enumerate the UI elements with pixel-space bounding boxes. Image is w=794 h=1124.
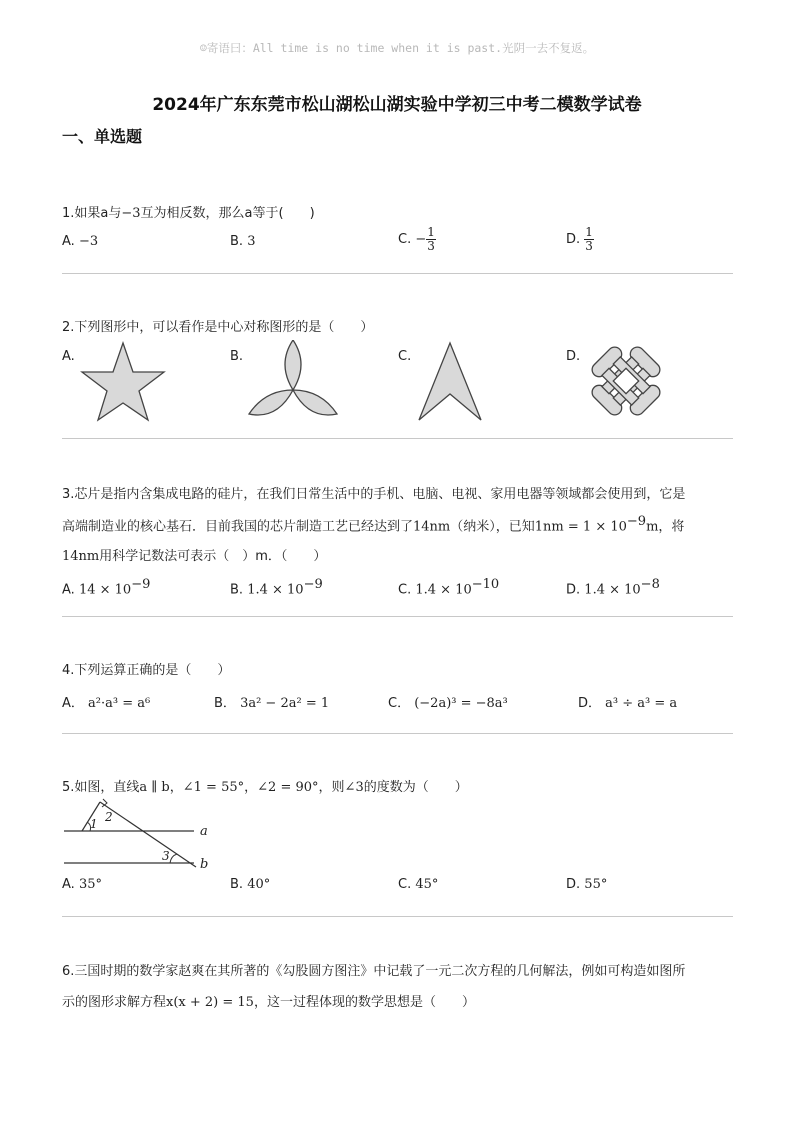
option-exponent: −10 [471, 577, 500, 592]
q2-option-c-label[interactable]: C. [398, 349, 412, 364]
q3-option-a[interactable] [62, 577, 150, 597]
option-label: C. [398, 232, 412, 247]
option-value: 1.4 × 10 [247, 582, 304, 598]
q5-text: ， [244, 780, 258, 795]
q5-text: ，则 [318, 780, 345, 795]
option-label: C. [398, 582, 412, 598]
q4-option-c[interactable] [388, 692, 508, 711]
option-value: 40° [247, 877, 271, 892]
q1-option-b[interactable] [230, 234, 255, 249]
option-value: 1.4 × 10 [415, 582, 472, 598]
separator-line [62, 616, 733, 617]
parallel-lines-figure [62, 798, 222, 872]
question-6-line-1: 6.三国时期的数学家赵爽在其所著的《勾股圆方图注》中记载了一元二次方程的几何解法，例如可构造如图所 [62, 964, 686, 979]
q3-option-b[interactable] [230, 577, 323, 597]
exam-title: 2024年广东东莞市松山湖松山湖实验中学初三中考二模数学试卷 [152, 95, 642, 115]
q3-option-d[interactable] [566, 577, 660, 597]
option-value: 14 × 10 [78, 582, 132, 598]
angle-label-3: 3 [162, 849, 170, 863]
q3-unit: m [646, 519, 659, 535]
q6-math: x(x + 2) = 15 [166, 995, 254, 1010]
question-3-line-3 [62, 545, 326, 564]
option-exponent: −8 [640, 577, 660, 592]
question-4-stem: 4.下列运算正确的是（ ） [62, 663, 231, 678]
option-label: B. [230, 582, 244, 598]
option-label: B． [214, 696, 236, 711]
option-value: −3 [78, 234, 99, 249]
option-exponent: −9 [303, 577, 323, 592]
q3-text: （纳米），已知 [450, 519, 535, 535]
q1-stem-part: 1.如果a与 [62, 206, 122, 221]
option-value: 55° [584, 877, 608, 892]
q1-option-a[interactable] [62, 234, 98, 249]
separator-line [62, 733, 733, 734]
question-6-line-2 [62, 991, 475, 1010]
question-2-stem: 2.下列图形中，可以看作是中心对称图形的是（ ） [62, 320, 374, 335]
option-label: C. [398, 877, 412, 892]
fraction-denominator: 3 [585, 239, 593, 253]
q5-text: ， [169, 780, 183, 795]
q1-stem-part: 互为相反数，那么a等于( ) [140, 206, 315, 221]
q1-option-c[interactable] [398, 226, 436, 253]
option-label: D． [578, 696, 602, 711]
option-label: A. [62, 877, 75, 892]
question-3-line-2 [62, 514, 684, 534]
q3-text: ，将 [658, 519, 685, 535]
option-label: A. [62, 582, 75, 598]
q4-option-d[interactable] [578, 692, 677, 711]
q5-math: ∠2 = 90° [257, 780, 319, 795]
option-sign: − [415, 232, 427, 247]
option-label: D. [566, 582, 581, 598]
line-label-b: b [200, 857, 209, 872]
q1-option-d[interactable] [566, 226, 594, 253]
separator-line [62, 438, 733, 439]
q5-option-c[interactable] [398, 877, 438, 892]
angle-label-1: 1 [90, 817, 98, 831]
q5-math: ∠1 = 55° [182, 780, 245, 795]
q3-exponent: −9 [626, 514, 647, 529]
q2-option-d-label[interactable]: D. [566, 349, 581, 364]
question-3-line-1: 3.芯片是指内含集成电路的硅片，在我们日常生活中的手机、电脑、电视、家用电器等领域都会使用到，它是 [62, 487, 686, 502]
triangle-side [100, 802, 196, 867]
option-value: (−2a)³ = −8a³ [414, 696, 508, 711]
option-value: 3a² − 2a² = 1 [240, 696, 330, 711]
option-label: C． [388, 696, 411, 711]
q3-text: 高端制造业的核心基石．目前我国的芯片制造工艺已经达到了 [62, 519, 414, 535]
separator-line [62, 273, 733, 274]
q4-option-b[interactable] [214, 692, 329, 711]
q5-option-a[interactable] [62, 877, 102, 892]
q2-option-a-label[interactable]: A. [62, 349, 75, 364]
angle-arc-3 [170, 854, 177, 863]
option-value: 45° [415, 877, 439, 892]
option-label: B. [230, 234, 244, 249]
q3-option-c[interactable] [398, 577, 499, 597]
fraction-numerator: 1 [585, 225, 593, 239]
question-1-stem [62, 202, 315, 221]
question-5-stem [62, 776, 468, 795]
q3-math: 14nm [413, 519, 451, 535]
knot-shape-figure[interactable] [583, 338, 669, 424]
option-value: 1.4 × 10 [584, 582, 641, 598]
option-label: A. [62, 234, 75, 249]
option-label: B. [230, 877, 244, 892]
q2-option-b-label[interactable]: B. [230, 349, 244, 364]
q6-text: ，这一过程体现的数学思想是（ ） [253, 995, 475, 1010]
header-motto: ☺寄语曰：All time is no time when it is past.光阴一去不复返。 [199, 41, 595, 55]
q5-option-b[interactable] [230, 877, 270, 892]
fraction [426, 226, 436, 253]
option-value: a³ ÷ a³ = a [605, 696, 678, 711]
option-label: D. [566, 232, 581, 247]
q5-math: a ∥ b [139, 780, 170, 795]
fraction-denominator: 3 [427, 239, 435, 253]
q5-text: 的度数为（ ） [363, 780, 468, 795]
q5-option-d[interactable] [566, 877, 607, 892]
angle-label-2: 2 [105, 810, 113, 824]
option-value: 35° [78, 877, 102, 892]
q6-text: 示的图形求解方程 [62, 995, 167, 1010]
option-label: A． [62, 696, 84, 711]
three-petal-shape-figure[interactable] [247, 340, 339, 420]
option-value: a²·a³ = a⁶ [88, 696, 151, 711]
q3-text: 用科学记数法可表示（ ）m．（ ） [99, 549, 327, 564]
section-heading: 一、单选题 [62, 127, 143, 146]
fraction-numerator: 1 [427, 225, 435, 239]
q3-math: 14nm [62, 549, 100, 564]
q5-text: 5.如图，直线 [62, 780, 140, 795]
option-label: D. [566, 877, 581, 892]
q3-math: 1nm = 1 × 10 [534, 519, 627, 535]
fraction [584, 226, 594, 253]
line-label-a: a [200, 824, 208, 839]
option-exponent: −9 [131, 577, 151, 592]
option-value: 3 [247, 234, 256, 249]
separator-line [62, 916, 733, 917]
arrowhead-shape-figure[interactable] [415, 340, 485, 424]
q1-stem-math: −3 [121, 206, 141, 221]
star-shape-figure[interactable] [78, 340, 168, 424]
q5-math: ∠3 [344, 780, 364, 795]
q4-option-a[interactable] [62, 692, 150, 711]
